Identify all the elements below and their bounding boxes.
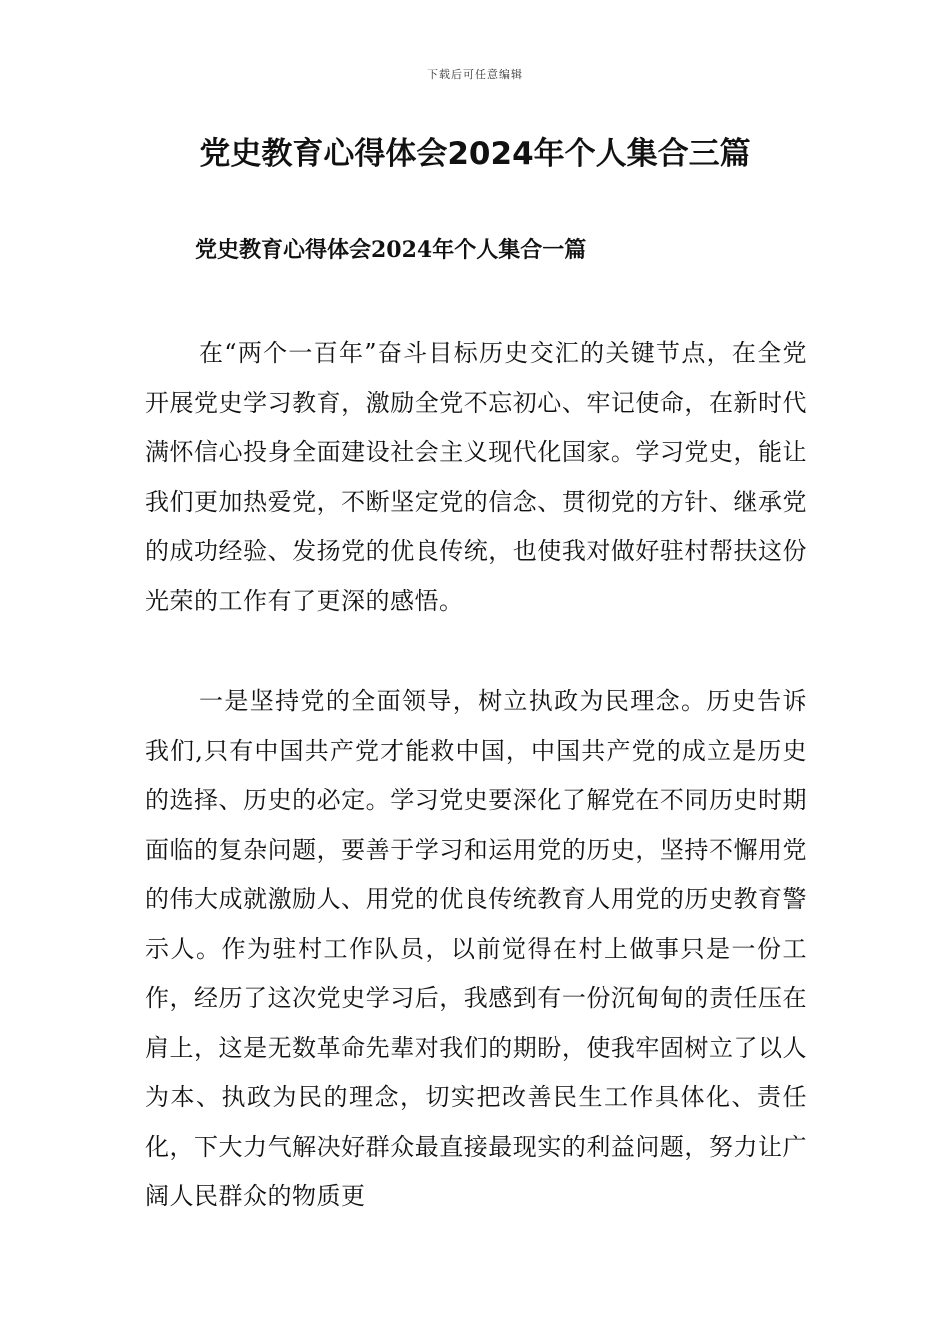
body-paragraph: 在“两个一百年”奋斗目标历史交汇的关键节点，在全党开展党史学习教育，激励全党不忘初心、牢记使命，在新时代满怀信心投身全面建设社会主义现代化国家。学习党史，能让我们更加热爱党，不断坚定党的信念、贯彻党的方针、继承党的成功经验、发扬党的优良传统，也使我对做好驻村帮扶这份光荣的工作有了更深的感悟。 <box>145 339 807 615</box>
body-paragraph: 一是坚持党的全面领导，树立执政为民理念。历史告诉我们,只有中国共产党才能救中国，中国共产党的成立是历史的选择、历史的必定。学习党史要深化了解党在不同历史时期面临的复杂问题，要善于学习和运用党的历史，坚持不懈用党的伟大成就激励人、用党的优良传统教育人用党的历史教育警示人。作为驻村工作队员，以前觉得在村上做事只是一份工作，经历了这次党史学习后，我感到有一份沉甸甸的责任压在肩上，这是无数革命先辈对我们的期盼，使我牢固树立了以人为本、执政为民的理念，切实把改善民生工作具体化、责任化，下大力气解决好群众最直接最现实的利益问题，努力让广阔人民群众的物质更 <box>145 687 807 1210</box>
section-subtitle: 党史教育心得体会2024年个人集合一篇 <box>195 237 587 263</box>
header-note: 下载后可任意编辑 <box>427 68 523 81</box>
document-title: 党史教育心得体会2024年个人集合三篇 <box>199 136 751 172</box>
